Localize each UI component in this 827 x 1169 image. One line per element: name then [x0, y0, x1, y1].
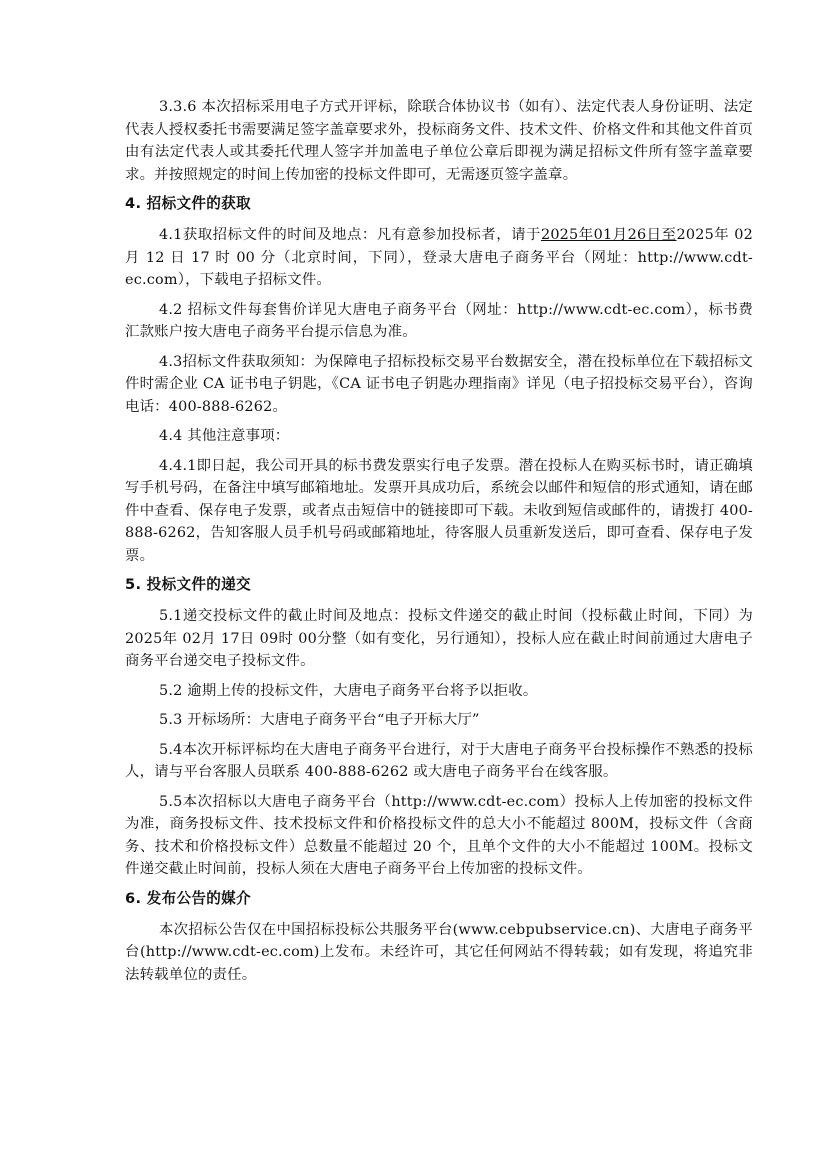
paragraph-4-4-1: 4.4.1即日起，我公司开具的标书费发票实行电子发票。潜在投标人在购买标书时，请正确填写手机号码，在备注中填写邮箱地址。发票开具成功后，系统会以邮件和短信的形式通知，请在邮件中查看、保存电子发票，或者点击短信中的链接即可下载。未收到短信或邮件的，请拨打 400-888-6262，告知客服人员手机号码或邮箱地址，待客服人员重新发送后，即可查看、保存电子发票。 [125, 457, 753, 564]
paragraph-4-1 [125, 224, 753, 292]
paragraph-5-4: 5.4本次开标评标均在大唐电子商务平台进行，对于大唐电子商务平台投标操作不熟悉的投标人，请与平台客服人员联系 400-888-6262 或大唐电子商务平台在线客服。 [125, 741, 753, 780]
paragraph-5-2: 5.2 逾期上传的投标文件，大唐电子商务平台将予以拒收。 [159, 682, 538, 699]
section-heading-5: 5. 投标文件的递交 [125, 576, 251, 593]
paragraph-5-5: 5.5本次招标以大唐电子商务平台（http://www.cdt-ec.com）投标人上传加密的投标文件为准，商务投标文件、技术投标文件和价格投标文件的总大小不能超过 800M，投标文件（含商务、技术和价格投标文件）总数量不能超过 20 个，且单个文件的大小不能超过 100M。投标文件递交截止时间前，投标人须在大唐电子商务平台上传加密的投标文件。 [125, 793, 753, 877]
paragraph-4-1-underlined-date: 2025年01月26日至 [540, 227, 677, 243]
paragraph-4-4: 4.4 其他注意事项： [159, 428, 290, 444]
section-heading-4: 4. 招标文件的获取 [125, 195, 251, 212]
paragraph-6: 本次招标公告仅在中国招标投标公共服务平台(www.cebpubservice.cn)、大唐电子商务平台(http://www.cdt-ec.com)上发布。未经许可，其它任何网站不得转载；如有发现，将追究非法转载单位的责任。 [125, 921, 753, 983]
paragraph-4-1-text-b: 2025年 02 月 12 日 17 时 00 分（北京时间，下同），登录大唐电子商务平台（网址：http://www.cdt-ec.com），下载电子招标文件。 [125, 227, 753, 288]
paragraph-5-3: 5.3 开标场所：大唐电子商务平台“电子开标大厅” [159, 712, 480, 728]
section-heading-6: 6. 发布公告的媒介 [125, 889, 251, 907]
paragraph-3-3-6: 3.3.6 本次招标采用电子方式开评标，除联合体协议书（如有）、法定代表人身份证明、法定代表人授权委托书需要满足签字盖章要求外，投标商务文件、技术文件、价格文件和其他文件首页由有法定代表人或其委托代理人签字并加盖电子单位公章后即视为满足招标文件所有签字盖章要求。并按照规定的时间上传加密的投标文件即可，无需逐页签字盖章。 [125, 99, 753, 183]
paragraph-4-2: 4.2 招标文件每套售价详见大唐电子商务平台（网址：http://www.cdt-ec.com），标书费汇款账户按大唐电子商务平台提示信息为准。 [125, 301, 753, 340]
paragraph-4-3: 4.3招标文件获取须知：为保障电子招标投标交易平台数据安全，潜在投标单位在下载招标文件时需企业 CA 证书电子钥匙，《CA 证书电子钥匙办理指南》详见（电子招投标交易平台），咨询电话：400-888-6262。 [125, 353, 753, 415]
paragraph-5-1: 5.1递交投标文件的截止时间及地点：投标文件递交的截止时间（投标截止时间，下同）为 2025年 02月 17日 09时 00分整（如有变化，另行通知），投标人应在截止时间前通过大唐电子商务平台递交电子投标文件。 [125, 608, 753, 669]
paragraph-4-1-text-a: 4.1获取招标文件的时间及地点：凡有意参加投标者，请于 [159, 227, 541, 243]
